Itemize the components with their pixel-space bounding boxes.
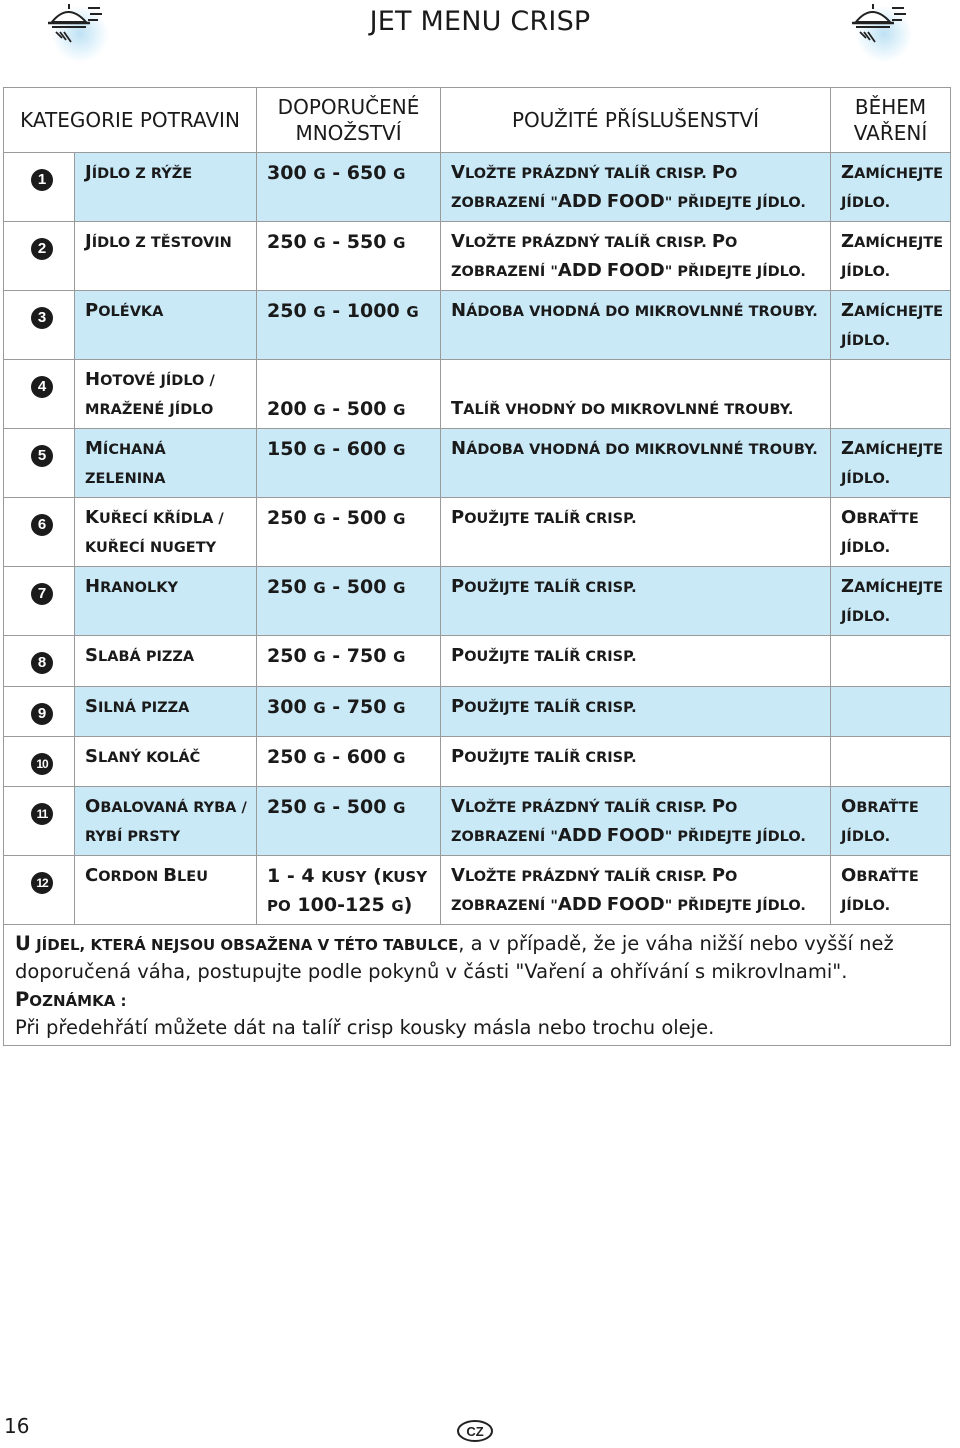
accessory [441, 153, 831, 222]
row-number-cell [4, 153, 75, 222]
note-title-text: POZNÁMKA : [15, 988, 127, 1011]
during-cooking [831, 291, 951, 360]
during-cooking [831, 687, 951, 737]
row-number-badge: 3 [31, 307, 53, 329]
note-line-1 [15, 930, 894, 959]
accessory [441, 498, 831, 567]
table-row [4, 153, 951, 222]
recommended-amount [257, 787, 441, 856]
accessory-text: NÁDOBA VHODNÁ DO MIKROVLNNÉ TROUBY. [451, 300, 818, 321]
during-cooking [831, 153, 951, 222]
table-row [4, 737, 951, 787]
food-category-text: POLÉVKA [85, 300, 164, 321]
during-cooking [831, 737, 951, 787]
food-category-text: MÍCHANÁ ZELENINA [85, 438, 166, 487]
table-row [4, 636, 951, 687]
food-category [75, 222, 257, 291]
food-category-text: SLANÝ KOLÁČ [85, 746, 201, 767]
note-line-1-bold: U JÍDEL, KTERÁ NEJSOU OBSAŽENA V TÉTO TABULCE [15, 932, 459, 955]
food-category-text: OBALOVANÁ RYBA / RYBÍ PRSTY [85, 796, 247, 845]
accessory [441, 636, 831, 687]
page-number: 16 [4, 1414, 30, 1438]
page-title: JET MENU CRISP [369, 6, 591, 37]
food-category [75, 429, 257, 498]
header-amount-text: DOPORUČENÉ MNOŽSTVÍ [277, 95, 420, 145]
recommended-amount-text: 250 G - 600 G [267, 746, 406, 768]
row-number-cell [4, 567, 75, 636]
row-number-cell [4, 787, 75, 856]
recommended-amount-text: 250 G - 500 G [267, 796, 406, 818]
row-number-cell [4, 856, 75, 925]
table-row [4, 291, 951, 360]
food-category [75, 856, 257, 925]
language-badge-icon [455, 1418, 495, 1444]
row-number-cell [4, 498, 75, 567]
during-cooking [831, 360, 951, 429]
during-cooking-text: OBRAŤTE JÍDLO. [841, 507, 919, 556]
jet-menu-crisp-table [3, 87, 951, 925]
accessory-text: VLOŽTE PRÁZDNÝ TALÍŘ CRISP. PO ZOBRAZENÍ "ADD FOOD" PŘIDEJTE JÍDLO. [451, 796, 806, 846]
recommended-amount-text: 1 - 4 KUSY (KUSY PO 100-125 G) [267, 865, 428, 916]
during-cooking-text: ZAMÍCHEJTE JÍDLO. [841, 300, 944, 349]
accessory-text: NÁDOBA VHODNÁ DO MIKROVLNNÉ TROUBY. [451, 438, 818, 459]
recommended-amount-text: 300 G - 750 G [267, 696, 406, 718]
food-category-text: JÍDLO Z RÝŽE [85, 162, 193, 183]
row-number-cell [4, 687, 75, 737]
food-category-text: CORDON BLEU [85, 865, 208, 886]
during-cooking [831, 222, 951, 291]
food-category-text: HRANOLKY [85, 576, 178, 597]
food-category [75, 636, 257, 687]
row-number-cell [4, 429, 75, 498]
row-number-badge: 4 [31, 376, 53, 398]
during-cooking [831, 636, 951, 687]
header-amount [257, 88, 441, 153]
table-row [4, 787, 951, 856]
header-accessory: POUŽITÉ PŘÍSLUŠENSTVÍ [441, 88, 831, 153]
table-row [4, 687, 951, 737]
accessory [441, 856, 831, 925]
row-number-badge: 9 [31, 703, 53, 725]
accessory-text: TALÍŘ VHODNÝ DO MIKROVLNNÉ TROUBY. [451, 398, 794, 419]
row-number-cell [4, 291, 75, 360]
accessory-text: POUŽIJTE TALÍŘ CRISP. [451, 507, 637, 528]
table-header-row [4, 88, 951, 153]
header-during [831, 88, 951, 153]
recommended-amount [257, 291, 441, 360]
table-row [4, 856, 951, 925]
food-category [75, 360, 257, 429]
recommended-amount-text: 300 G - 650 G [267, 162, 406, 184]
food-category-text: HOTOVÉ JÍDLO / MRAŽENÉ JÍDLO [85, 369, 215, 418]
recommended-amount-text: 200 G - 500 G [267, 398, 406, 420]
row-number-badge: 1 [31, 169, 53, 191]
recommended-amount-text: 250 G - 500 G [267, 507, 406, 529]
accessory-text: VLOŽTE PRÁZDNÝ TALÍŘ CRISP. PO ZOBRAZENÍ "ADD FOOD" PŘIDEJTE JÍDLO. [451, 865, 806, 915]
recommended-amount [257, 567, 441, 636]
during-cooking-text: ZAMÍCHEJTE JÍDLO. [841, 162, 944, 211]
accessory-text: POUŽIJTE TALÍŘ CRISP. [451, 645, 637, 666]
recommended-amount [257, 687, 441, 737]
food-category-text: JÍDLO Z TĚSTOVIN [85, 231, 232, 252]
food-category [75, 498, 257, 567]
recommended-amount-text: 250 G - 550 G [267, 231, 406, 253]
row-number-badge: 6 [31, 514, 53, 536]
note-line-4: Při předehřátí můžete dát na talíř crisp kousky másla nebo trochu oleje. [15, 1016, 715, 1039]
recommended-amount [257, 360, 441, 429]
note-title [15, 986, 127, 1015]
food-category [75, 291, 257, 360]
accessory [441, 429, 831, 498]
recommended-amount [257, 737, 441, 787]
accessory [441, 787, 831, 856]
recommended-amount [257, 856, 441, 925]
food-category [75, 567, 257, 636]
recommended-amount-text: 250 G - 1000 G [267, 300, 419, 322]
table-row [4, 429, 951, 498]
food-category-text: SLABÁ PIZZA [85, 645, 195, 666]
food-category [75, 787, 257, 856]
recommended-amount [257, 429, 441, 498]
row-number-badge: 10 [31, 753, 53, 775]
food-category [75, 153, 257, 222]
recommended-amount [257, 222, 441, 291]
food-category-text: SILNÁ PIZZA [85, 696, 190, 717]
row-number-badge: 7 [31, 583, 53, 605]
during-cooking [831, 787, 951, 856]
header-category: KATEGORIE POTRAVIN [4, 88, 257, 153]
language-badge-text: CZ [466, 1424, 484, 1439]
table-row [4, 222, 951, 291]
row-number-badge: 5 [31, 445, 53, 467]
during-cooking [831, 567, 951, 636]
recommended-amount [257, 636, 441, 687]
row-number-cell [4, 360, 75, 429]
recommended-amount-text: 150 G - 600 G [267, 438, 406, 460]
row-number-badge: 11 [31, 803, 53, 825]
note-line-1-rest: , a v případě, že je váha nižší nebo vyšší než [458, 932, 894, 955]
table-row [4, 360, 951, 429]
row-number-cell [4, 737, 75, 787]
header-during-text: BĚHEM VAŘENÍ [853, 95, 928, 145]
during-cooking [831, 498, 951, 567]
row-number-cell [4, 222, 75, 291]
during-cooking-text: ZAMÍCHEJTE JÍDLO. [841, 576, 944, 625]
accessory-text: POUŽIJTE TALÍŘ CRISP. [451, 746, 637, 767]
accessory [441, 360, 831, 429]
food-category [75, 687, 257, 737]
accessory [441, 567, 831, 636]
food-category [75, 737, 257, 787]
food-category-text: KUŘECÍ KŘÍDLA / KUŘECÍ NUGETY [85, 507, 224, 556]
accessory [441, 291, 831, 360]
table-row [4, 498, 951, 567]
row-number-cell [4, 636, 75, 687]
during-cooking-text: ZAMÍCHEJTE JÍDLO. [841, 231, 944, 280]
recommended-amount-text: 250 G - 500 G [267, 576, 406, 598]
accessory-text: VLOŽTE PRÁZDNÝ TALÍŘ CRISP. PO ZOBRAZENÍ "ADD FOOD" PŘIDEJTE JÍDLO. [451, 162, 806, 212]
accessory [441, 222, 831, 291]
during-cooking [831, 856, 951, 925]
accessory [441, 687, 831, 737]
recommended-amount-text: 250 G - 750 G [267, 645, 406, 667]
during-cooking [831, 429, 951, 498]
microwave-crisp-icon-right [842, 0, 912, 60]
during-cooking-text: ZAMÍCHEJTE JÍDLO. [841, 438, 944, 487]
row-number-badge: 2 [31, 238, 53, 260]
recommended-amount [257, 498, 441, 567]
accessory-text: POUŽIJTE TALÍŘ CRISP. [451, 696, 637, 717]
accessory-text: VLOŽTE PRÁZDNÝ TALÍŘ CRISP. PO ZOBRAZENÍ "ADD FOOD" PŘIDEJTE JÍDLO. [451, 231, 806, 281]
row-number-badge: 12 [31, 872, 53, 894]
during-cooking-text: OBRAŤTE JÍDLO. [841, 865, 919, 914]
row-number-badge: 8 [31, 652, 53, 674]
notes-box [3, 924, 951, 1046]
recommended-amount [257, 153, 441, 222]
during-cooking-text: OBRAŤTE JÍDLO. [841, 796, 919, 845]
accessory [441, 737, 831, 787]
accessory-text: POUŽIJTE TALÍŘ CRISP. [451, 576, 637, 597]
note-line-2: doporučená váha, postupujte podle pokynů v části "Vaření a ohřívání s mikrovlnami". [15, 960, 848, 983]
table-row [4, 567, 951, 636]
